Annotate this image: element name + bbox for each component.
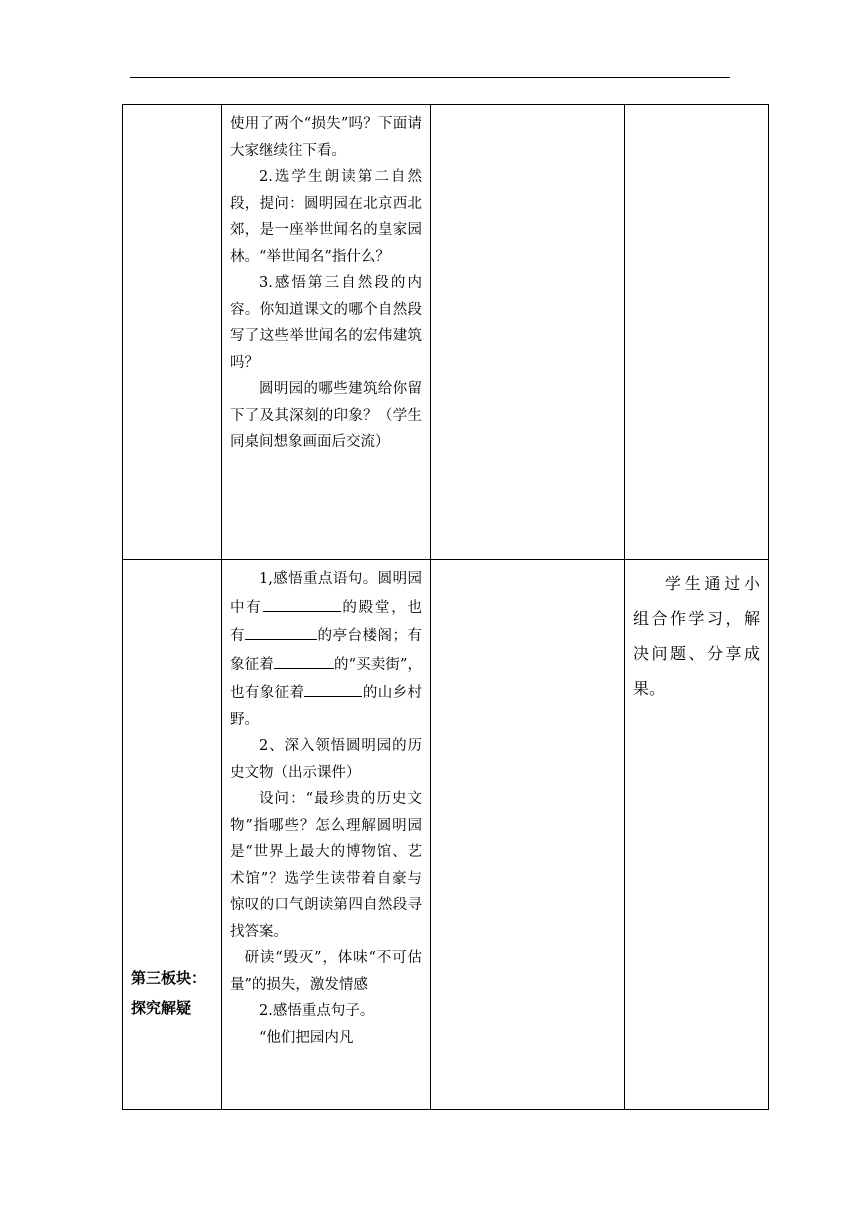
section-label bbox=[131, 963, 206, 1023]
activity-paragraph: 2.选学生朗读第二自然段，提问：圆明园在北京西北郊，是一座举世闻名的皇家园林。“举世闻名”指什么？ bbox=[230, 169, 422, 265]
activity-paragraph: 2、深入领悟圆明园的历史文物（出示课件） bbox=[230, 738, 422, 781]
section-label-line: 探究解疑 bbox=[131, 999, 192, 1017]
activity-paragraph: 3.感悟第三自然段的内容。你知道课文的哪个自然段写了这些举世闻名的宏伟建筑吗？ bbox=[230, 275, 422, 371]
fill-blank bbox=[304, 678, 362, 697]
activity-paragraph: 使用了两个“损失”吗？下面请大家继续往下看。 bbox=[230, 116, 422, 159]
design-intent-cell bbox=[625, 105, 769, 560]
fill-in-text: 的山乡村野。 bbox=[230, 685, 423, 728]
design-intent-cell bbox=[625, 560, 769, 1110]
student-note: 学生通过小组合作学习，解决问题、分享成果。 bbox=[633, 574, 760, 698]
lesson-plan-table bbox=[122, 104, 769, 1110]
table-row bbox=[123, 105, 769, 560]
header-rule bbox=[130, 77, 730, 78]
student-activity-cell bbox=[431, 105, 625, 560]
teaching-activity-cell bbox=[222, 560, 431, 1110]
activity-paragraph: 研读“毁灭”，体味“不可估量”的损失，激发情感 bbox=[230, 950, 422, 993]
section-label-line: 第三板块： bbox=[131, 969, 207, 987]
fill-in-text: 的殿堂，也有 bbox=[230, 599, 423, 644]
fill-in-text: 1,感悟重点语句。圆明园中有 bbox=[230, 571, 422, 616]
student-activity-cell bbox=[431, 560, 625, 1110]
fill-blank bbox=[245, 621, 317, 640]
activity-paragraph: “他们把园内凡 bbox=[259, 1029, 354, 1046]
activity-paragraph: 设问：“最珍贵的历史文物”指哪些？怎么理解圆明园是“世界上最大的博物馆、艺术馆”？选学生读带着自豪与惊叹的口气朗读第四自然段寻找答案。 bbox=[230, 791, 422, 940]
section-cell-empty bbox=[123, 105, 222, 560]
teaching-activity-cell bbox=[222, 105, 431, 560]
activity-paragraph: 2.感悟重点句子。 bbox=[259, 1003, 375, 1019]
fill-blank bbox=[263, 593, 341, 612]
section-cell bbox=[123, 560, 222, 1110]
fill-in-paragraph bbox=[230, 566, 422, 733]
activity-paragraph: 圆明园的哪些建筑给你留下了及其深刻的印象？（学生同桌间想象画面后交流） bbox=[230, 381, 422, 450]
fill-in-text: 的“买卖街”，也有象征着 bbox=[230, 656, 423, 701]
table-row bbox=[123, 560, 769, 1110]
fill-in-text: 的亭台楼阁；有象征着 bbox=[230, 628, 422, 673]
fill-blank bbox=[274, 650, 334, 669]
